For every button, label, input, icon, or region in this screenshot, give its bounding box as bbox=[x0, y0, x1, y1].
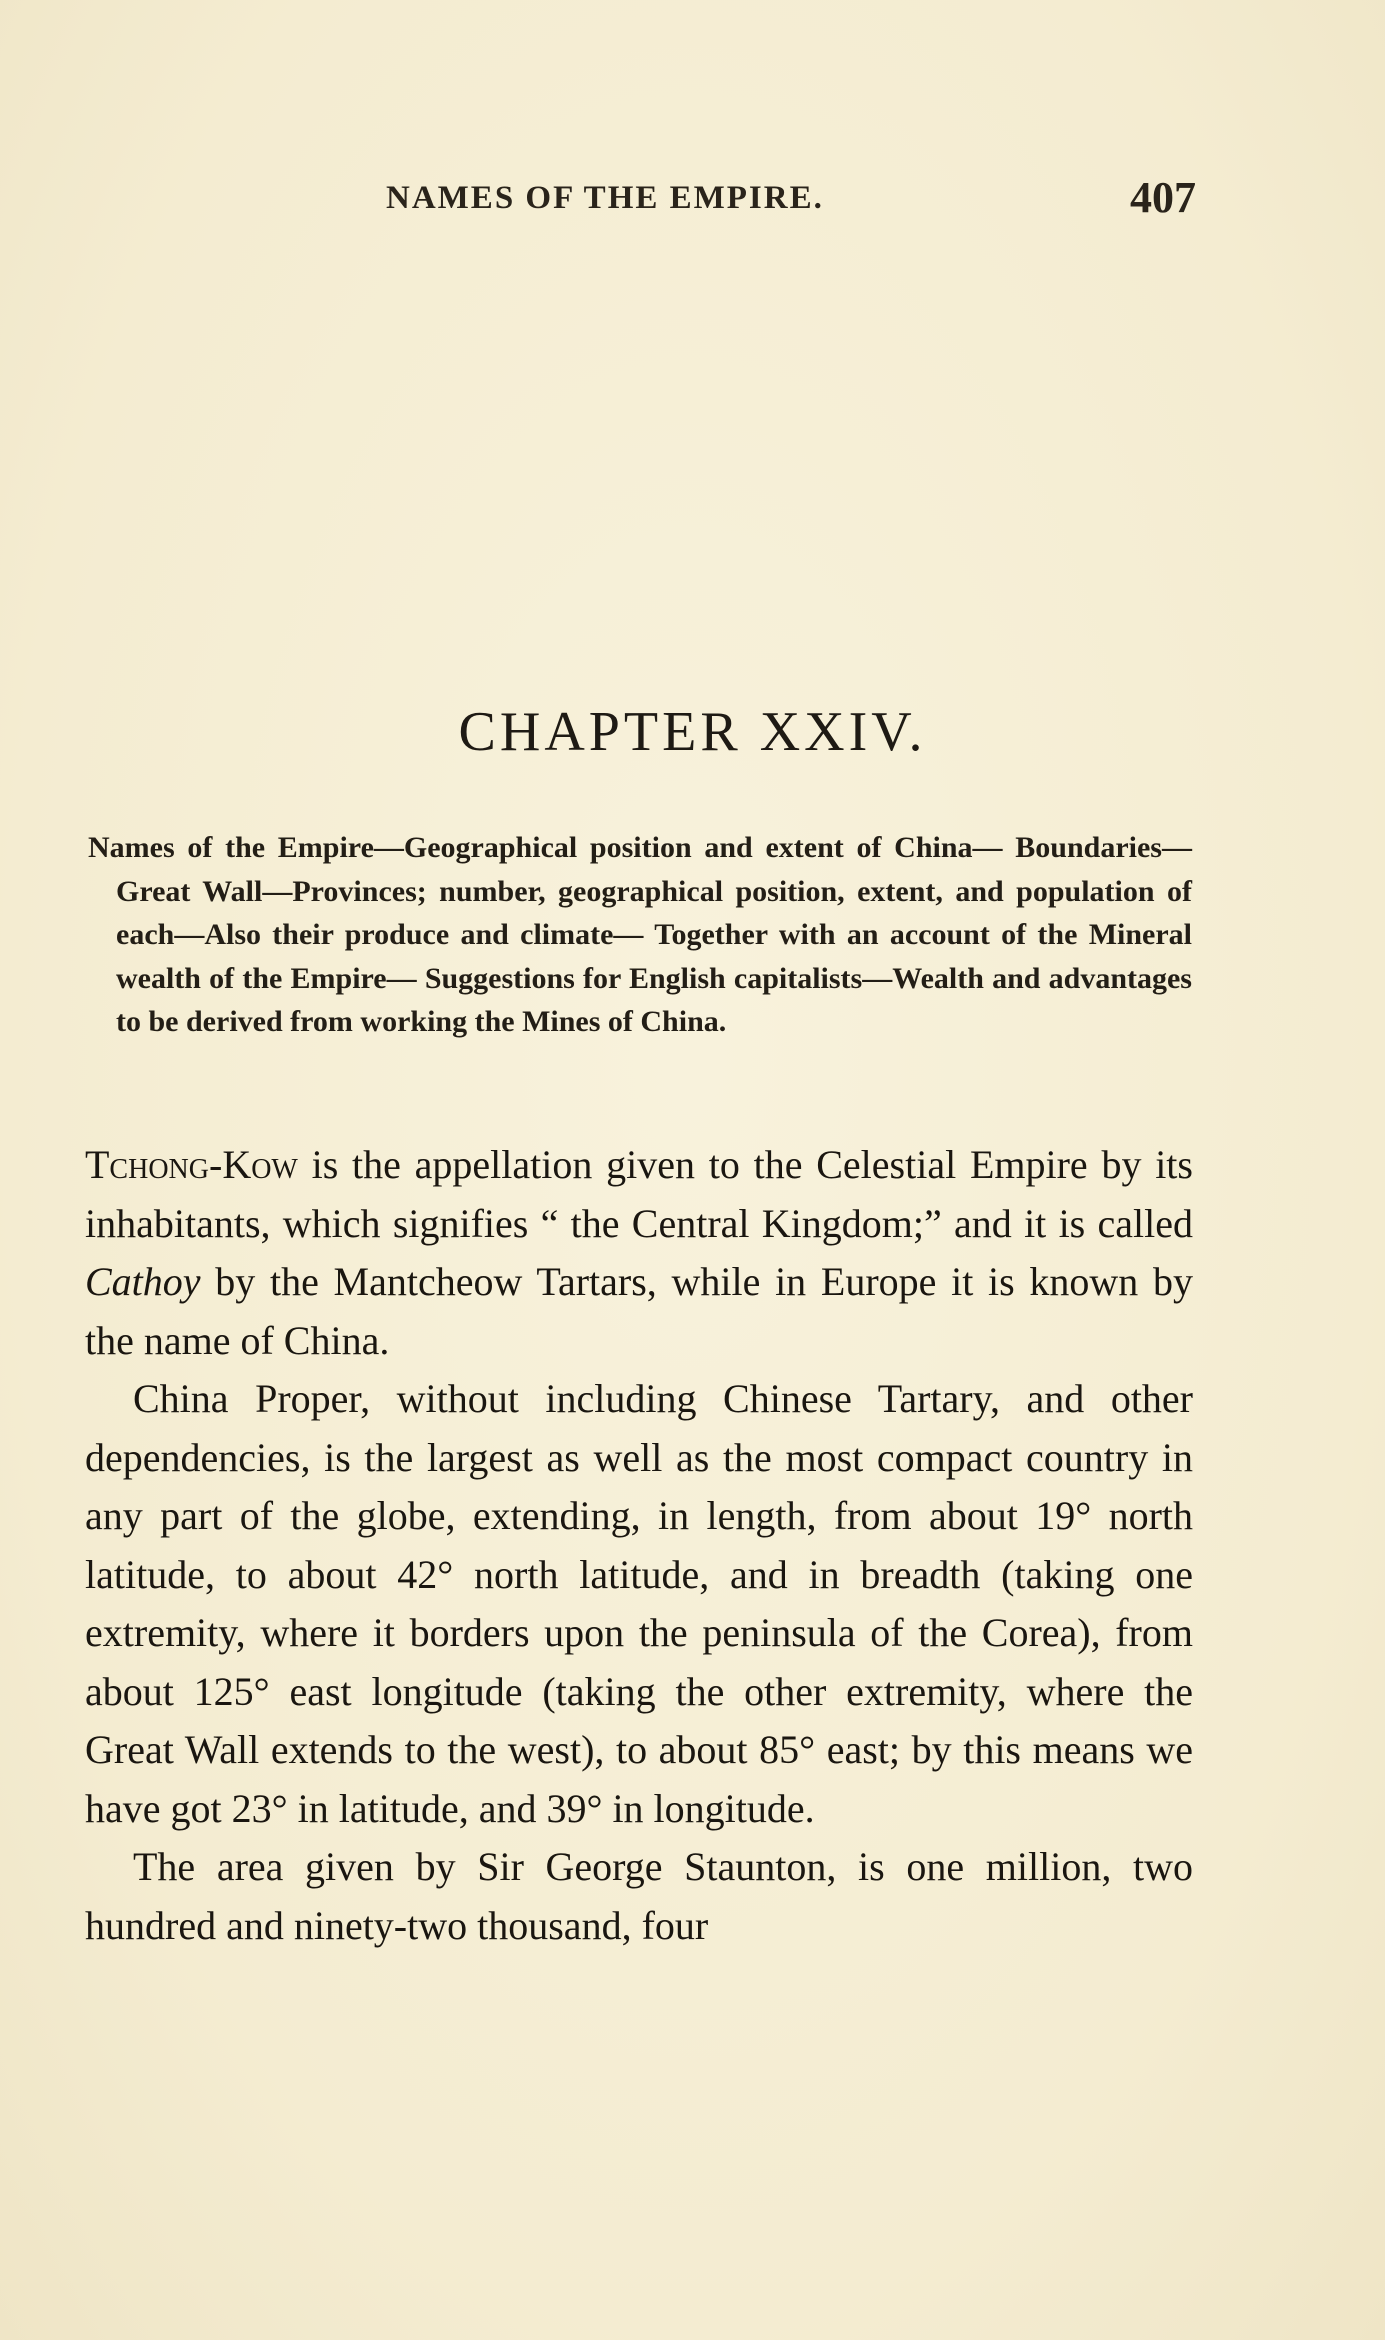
paragraph-2: China Proper, without including Chinese Tartary, and other dependencies, is the largest as well as the most compact country in any part of the globe, extending, in length, from about 19° north latitude, to about 42° north latitude, and in breadth (taking one extremity, where it borders upon the peninsula of the Corea), from about 125° east longitude (taking the other extremity, where the Great Wall extends to the west), to about 85° east; by this means we have got 23° in latitude, and 39° in longitude. bbox=[85, 1376, 1193, 1831]
chapter-heading: CHAPTER XXIV. bbox=[458, 701, 927, 763]
body-text bbox=[85, 1136, 1193, 1955]
chapter-synopsis bbox=[88, 826, 1192, 1044]
paragraph-1-text-a: is the appellation given to the Celestial Empire by its inhabitants, which signifies “ the Central Kingdom;” and it is called bbox=[85, 1142, 1193, 1246]
synopsis-line: derived from working the Mines of China. bbox=[186, 1005, 727, 1038]
paragraph-1-text-b: by the Mantcheow Tartars, while in Europe it is known by the name of China. bbox=[85, 1259, 1193, 1363]
page-number: 407 bbox=[1130, 173, 1196, 222]
synopsis-line: extent, and population of each—Also their produce and climate— bbox=[116, 874, 1192, 951]
italic-word: Cathoy bbox=[85, 1259, 201, 1304]
synopsis-line: Together with an account of the Mineral wealth of the Empire— bbox=[116, 918, 1193, 995]
synopsis-line: Names of the Empire—Geographical position and extent of China— bbox=[88, 831, 1016, 864]
lead-name: Tchong-Kow bbox=[85, 1142, 298, 1187]
synopsis-line: Boundaries—Great Wall—Provinces; number, geographical position, bbox=[116, 831, 1192, 908]
synopsis-line: Suggestions for English capitalists—Wealth and advantages to be bbox=[116, 961, 1192, 1038]
running-title: NAMES OF THE EMPIRE. bbox=[386, 180, 824, 216]
running-head bbox=[386, 173, 1196, 230]
paragraph-1 bbox=[85, 1136, 1193, 1370]
paragraph-3: The area given by Sir George Staunton, is one million, two hundred and ninety-two thousand, four bbox=[85, 1844, 1193, 1948]
